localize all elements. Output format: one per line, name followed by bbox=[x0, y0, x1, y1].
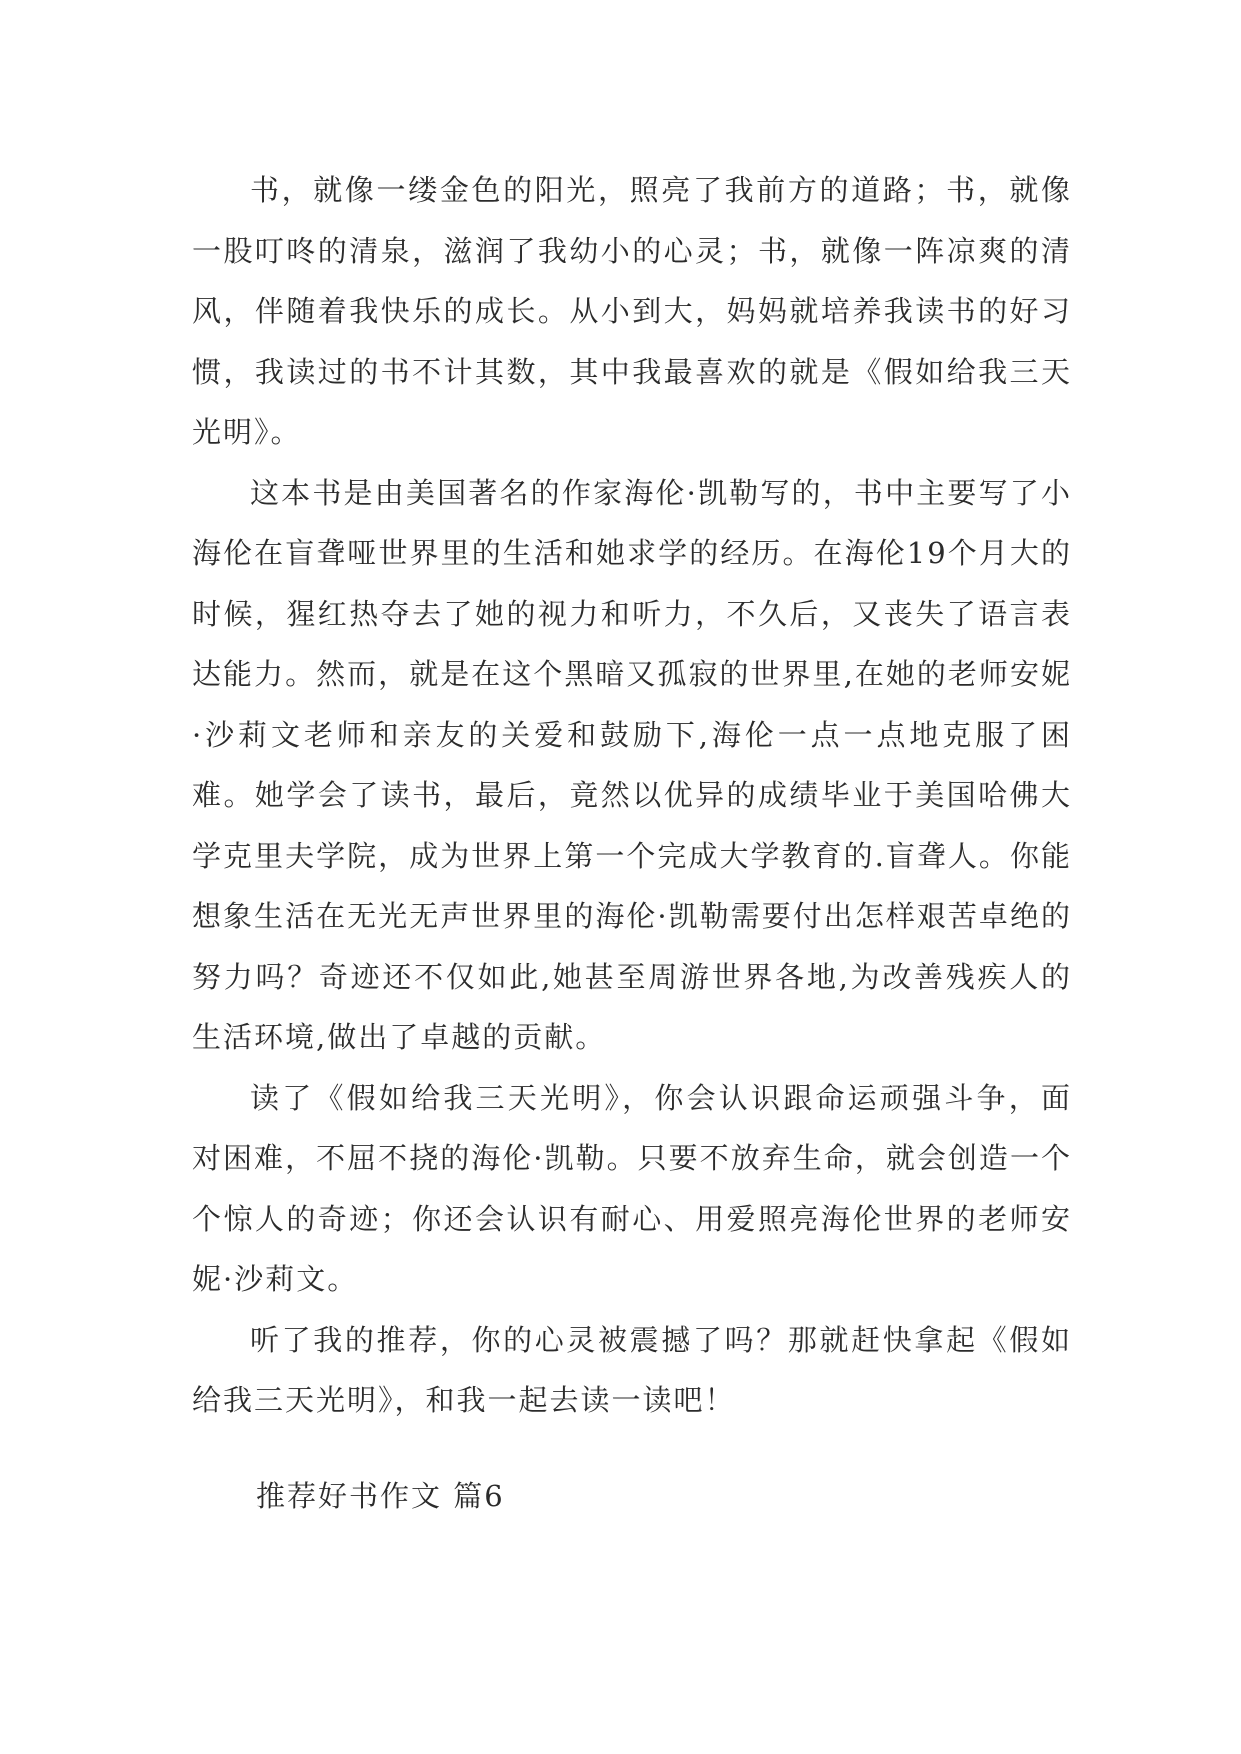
paragraph-2: 这本书是由美国著名的作家海伦·凯勒写的，书中主要写了小海伦在盲聋哑世界里的生活和她求学的经历。在海伦19个月大的时候，猩红热夺去了她的视力和听力，不久后，又丧失了语言表达能力。然而，就是在这个黑暗又孤寂的世界里,在她的老师安妮·沙莉文老师和亲友的关爱和鼓励下,海伦一点一点地克服了困难。她学会了读书，最后，竟然以优异的成绩毕业于美国哈佛大学克里夫学院，成为世界上第一个完成大学教育的.盲聋人。你能想象生活在无光无声世界里的海伦·凯勒需要付出怎样艰苦卓绝的努力吗？奇迹还不仅如此,她甚至周游世界各地,为改善残疾人的生活环境,做出了卓越的贡献。 bbox=[192, 475, 1072, 1054]
section-heading: 推荐好书作文 篇6 bbox=[256, 1479, 505, 1513]
essay-body bbox=[192, 160, 1072, 1431]
paragraph-3: 读了《假如给我三天光明》，你会认识跟命运顽强斗争，面对困难，不屈不挠的海伦·凯勒。只要不放弃生命，就会创造一个个惊人的奇迹；你还会认识有耐心、用爱照亮海伦世界的老师安妮·沙莉文。 bbox=[192, 1080, 1072, 1296]
paragraph-1: 书，就像一缕金色的阳光，照亮了我前方的道路；书，就像一股叮咚的清泉，滋润了我幼小的心灵；书，就像一阵凉爽的清风，伴随着我快乐的成长。从小到大，妈妈就培养我读书的好习惯，我读过的书不计其数，其中我最喜欢的就是《假如给我三天光明》。 bbox=[192, 173, 1072, 449]
paragraph-4: 听了我的推荐，你的心灵被震撼了吗？那就赶快拿起《假如给我三天光明》，和我一起去读一读吧！ bbox=[192, 1322, 1072, 1417]
